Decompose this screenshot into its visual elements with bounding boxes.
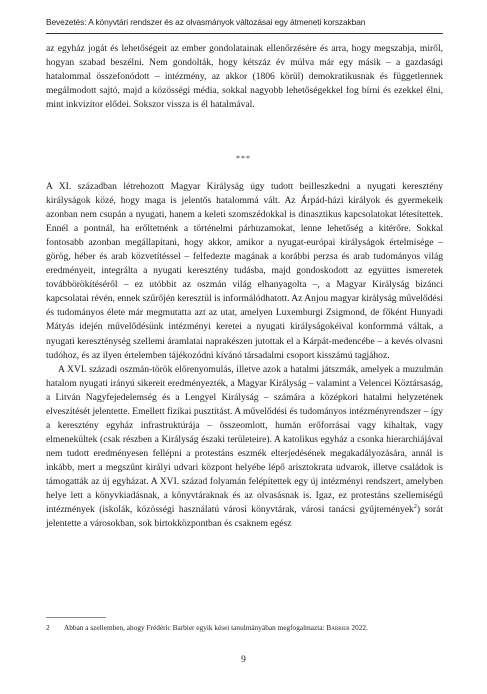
- page-number: 9: [241, 655, 246, 665]
- footnote: [46, 623, 443, 632]
- footnote-number: 2: [46, 623, 50, 632]
- paragraph: A XI. században létrehozott Magyar Királyság úgy tudott beilleszkedni a nyugati keresztény királyságok közé, hogy maga is jelentős hatalommá vált. Az Árpád-házi királyok és gyermekeik azonban nem csupán a nyugati, hanem a keleti szomszédokkal is dinasztikus kapcsolatokat létesítettek. Ennél a pontnál, ha erőltetnénk a történelmi párhuzamokat, lenne lehetőség a kitérőre. Sokkal fontosabb azonban megállapítani, hogy akkor, amikor a nyugat-európai királyságok értelmisége – görög, héber és arab közvetítéssel – felfedezte magának a korábbi perzsa és arab tudományos világ eredményeit, integrálta a nyugati keresztény tudásba, majd gondoskodott az együttes ismeretek továbbörökítéséről – ez utóbbit az oszmán világ elhanyagolta –, a Magyar Királyság bizánci kapcsolatai révén, ennek szűrőjén keresztül is informálódhatott. Az Anjou magyar királyság művelődési és tudományos élete már megmutatta azt az utat, amelyen Luxemburgi Zsigmond, de főként Hunyadi Mátyás idején művelődésünk intézményi keretei a nyugati királyságokéival konformmá váltak, a nyugati kereszténység szellemi áramlatai naprakészen jutottak el a Kárpát-medencébe – a kevés olvasni tudóhoz, és az ilyen értelemben tájékozódni kívánó társadalmi csoport kisszámú tagjához.: [46, 181, 443, 361]
- header-rule: [46, 33, 443, 34]
- footnote-reference[interactable]: 2: [413, 503, 417, 510]
- paragraph: [46, 363, 443, 532]
- footnote-author: Barbier: [326, 623, 350, 632]
- paragraph-text-tail: ) sorát jelentette a városokban, sok birtokközpontban és csaknem egész: [46, 504, 444, 530]
- main-text: [46, 180, 443, 531]
- footnote-rule: [46, 617, 106, 618]
- section-break: ***: [236, 154, 251, 163]
- paragraph-text: A XVI. századi oszmán-török előrenyomulás, illetve azok a hatalmi játszmák, amelyek a muzulmán hatalom nyugati irányú sikereit eredményezték, a Magyar Királyság – valamint a Velencei Köztársaság, a Litván Nagyfejedelemség és a Lengyel Királyság – számára a középkori hatalmi helyzetének elveszítését jelentette. Emellett fizikai pusztítást. A művelődési és tudományos intézményrendszer – így a keresztény egyház infrastruktúrája – összeomlott, humán erőforrásai vagy kihaltak, vagy elmenekültek (csak részben a Királyság északi területeire). A katolikus egyház a csonka hierarchiájával nem tudott eredményesen fellépni a protestáns eszmék elterjedésének megakadályozására, annál is inkább, mert a megszűnt királyi udvari központ helyébe lépő arisztokrata udvarok, illetve családok is támogatták az új egyházat. A XVI. század folyamán felépítettek egy új intézményi rendszert, amelyben helye lett a könyvkiadásnak, a könyvtáraknak és az olvasásnak is. Igaz, ez protestáns szellemiségű intézmények (iskolák, közösségi használatú városi könyvtárak, városi tanácsi gyűjtemények: [46, 363, 443, 516]
- paragraph: az egyház jogát és lehetőségeit az ember gondolatainak ellenőrzésére és arra, hogy megszabja, miről, hogyan szabad beszélni. Nem gondolták, hogy kétszáz év múlva már egy másik – a gazdasági hatalommal összefonódott – intézmény, az akkor (1806 körül) demokratikusnak és függetlennek megálmodott sajtó, majd a közösségi média, sokkal nagyobb lehetőségekkel fog bírni és ezekkel élni, mint inkvizítor elődei. Sokszor vissza is él hatalmával.: [46, 43, 443, 111]
- footnote-year: 2022.: [349, 623, 368, 632]
- intro-text: [46, 42, 443, 112]
- footnote-text: Abban a szellemben, ahogy Frédéric Barbier egyik kései tanulmányában megfogalmazta:: [64, 623, 327, 632]
- running-head: Bevezetés: A könyvtári rendszer és az olvasmányok változásai egy átmeneti korszakban: [46, 17, 366, 27]
